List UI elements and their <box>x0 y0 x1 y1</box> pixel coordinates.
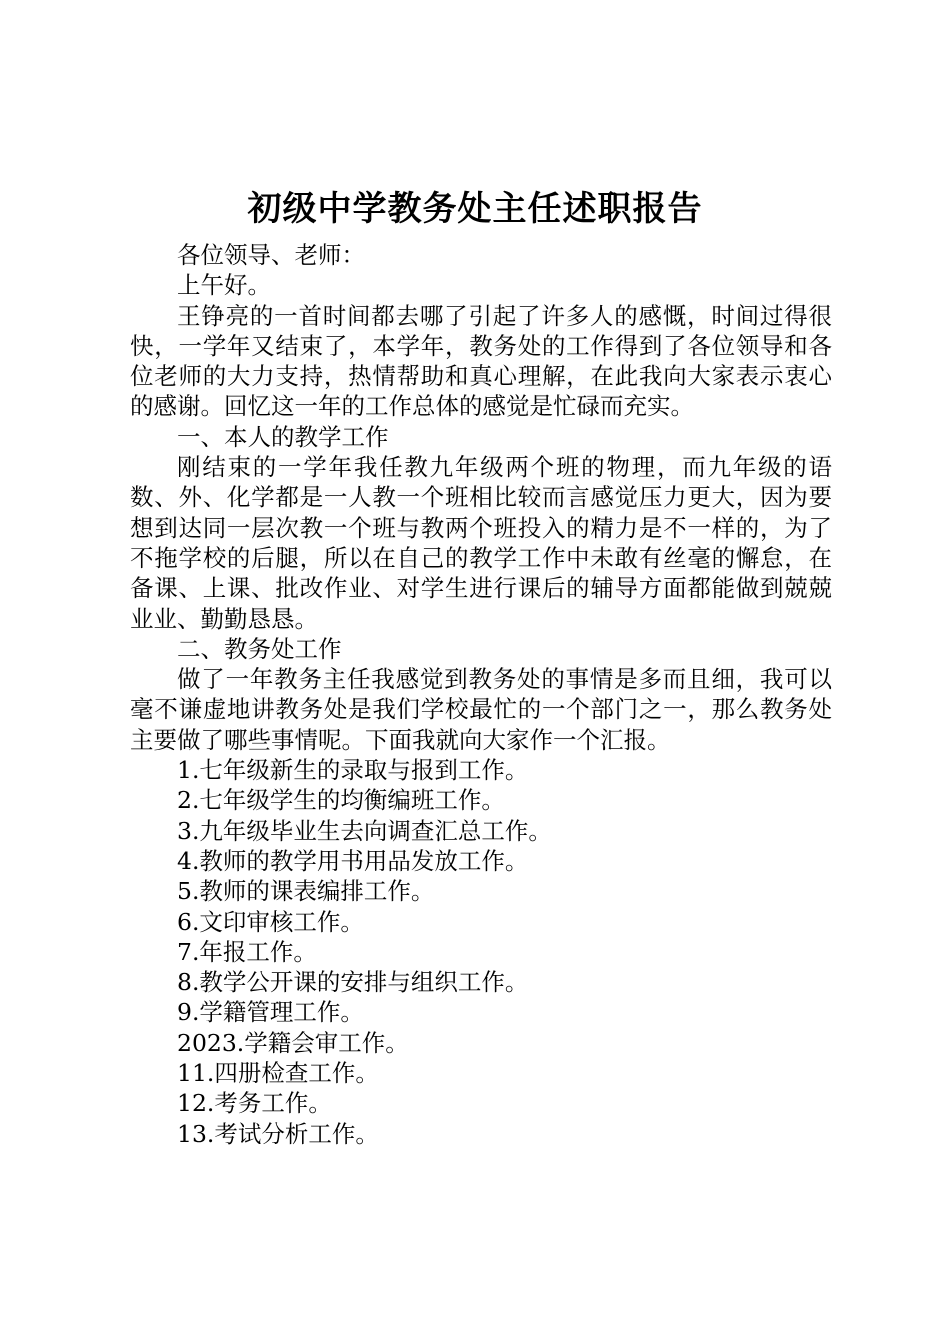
list-item: 9.学籍管理工作。 <box>177 998 364 1027</box>
list-item: 8.教学公开课的安排与组织工作。 <box>177 968 529 997</box>
section-heading-teaching: 一、本人的教学工作 <box>177 422 389 451</box>
document-title: 初级中学教务处主任述职报告 <box>247 189 703 229</box>
list-item: 6.文印审核工作。 <box>177 907 364 936</box>
list-item: 11.四册检查工作。 <box>177 1059 379 1088</box>
list-item: 1.七年级新生的录取与报到工作。 <box>177 756 529 785</box>
list-item: 5.教师的课表编排工作。 <box>177 877 435 906</box>
greeting: 各位领导、老师： <box>177 241 365 269</box>
office-paragraph: 做了一年教务主任我感觉到教务处的事情是多而且细，我可以毫不谦虚地讲教务处是我们学校最忙的一个部门之一，那么教务处主要做了哪些事情呢。下面我就向大家作一个汇报。 <box>130 665 832 754</box>
list-item: 12.考务工作。 <box>177 1089 332 1118</box>
list-item: 3.九年级毕业生去向调查汇总工作。 <box>177 816 552 845</box>
list-item: 4.教师的教学用书用品发放工作。 <box>177 846 529 875</box>
list-item: 2.七年级学生的均衡编班工作。 <box>177 786 505 815</box>
intro-paragraph: 王铮亮的一首时间都去哪了引起了许多人的感慨，时间过得很快，一学年又结束了，本学年，教务处的工作得到了各位领导和各位老师的大力支持，热情帮助和真心理解，在此我向大家表示衷心的感谢。回忆这一年的工作总体的感觉是忙碌而充实。 <box>130 301 832 421</box>
document-body <box>130 240 832 1149</box>
list-item: 13.考试分析工作。 <box>177 1119 379 1148</box>
section-heading-office: 二、教务处工作 <box>177 634 342 663</box>
list-item: 2023.学籍会审工作。 <box>177 1028 409 1057</box>
list-item: 7.年报工作。 <box>177 937 317 966</box>
teaching-paragraph: 刚结束的一学年我任教九年级两个班的物理，而九年级的语数、外、化学都是一人教一个班相比较而言感觉压力更大，因为要想到达同一层次教一个班与教两个班投入的精力是不一样的，为了不拖学校的后腿，所以在自己的教学工作中未敢有丝毫的懈怠，在备课、上课、批改作业、对学生进行课后的辅导方面都能做到兢兢业业、勤勤恳恳。 <box>130 453 832 633</box>
salutation: 上午好。 <box>177 271 271 300</box>
